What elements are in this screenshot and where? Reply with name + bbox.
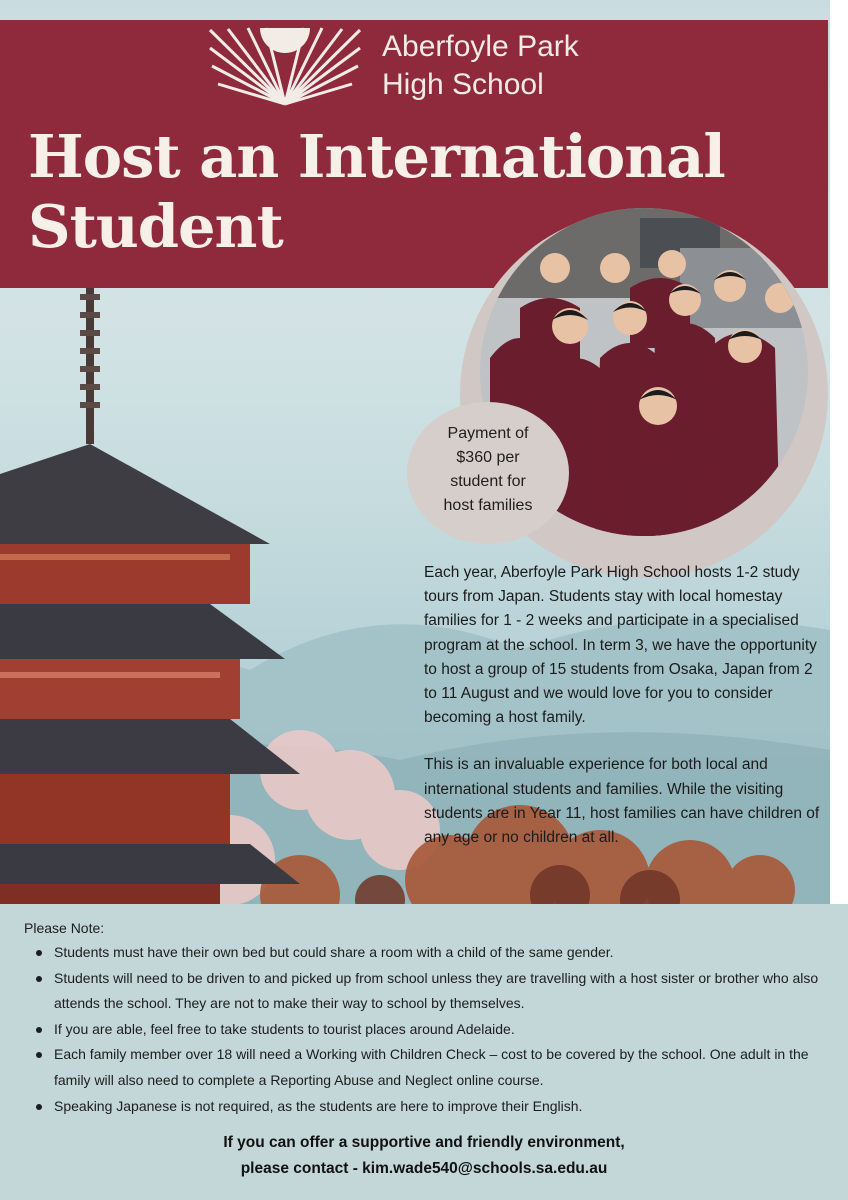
list-item: If you are able, feel free to take students to tourist places around Adelaide. [28, 1017, 834, 1043]
list-item: Speaking Japanese is not required, as the students are here to improve their English. [28, 1094, 834, 1120]
description-paragraph-1: Each year, Aberfoyle Park High School hosts 1-2 study tours from Japan. Students stay with local homestay families for 1 - 2 weeks and participate in a specialised program at the school. In term 3, we have the opportunity to host a group of 15 students from Osaka, Japan from 2 to 11 August and we would love for you to consider becoming a host family. [424, 564, 817, 727]
contact-email-line[interactable]: please contact - kim.wade540@schools.sa.edu.au [240, 1160, 608, 1177]
payment-line-4: host families [443, 497, 533, 514]
list-item: Students will need to be driven to and picked up from school unless they are travelling with a host sister or brother who also attends the school. They are not to make their way to school by themselves. [28, 966, 834, 1017]
page-title-line-2: Student [28, 192, 283, 261]
school-name [382, 28, 579, 104]
description [424, 561, 824, 850]
school-name-line-2: High School [382, 68, 544, 101]
notes-list [28, 940, 834, 1119]
notes-section [0, 904, 848, 1200]
contact-callout [0, 1130, 848, 1182]
page-title-line-1: Host an International [28, 122, 725, 191]
payment-line-2: $360 per [456, 449, 520, 466]
list-item: Students must have their own bed but could share a room with a child of the same gender. [28, 940, 834, 966]
sunburst-logo-icon [208, 26, 362, 106]
payment-line-3: student for [450, 473, 526, 490]
school-name-line-1: Aberfoyle Park [382, 30, 579, 63]
contact-line-1: If you can offer a supportive and friendly environment, [223, 1134, 625, 1151]
list-item: Each family member over 18 will need a Working with Children Check – cost to be covered by the school. One adult in the family will also need to complete a Reporting Abuse and Neglect online course. [28, 1042, 834, 1093]
notes-title: Please Note: [24, 920, 105, 936]
pagoda-illustration [0, 254, 320, 904]
description-paragraph-2: This is an invaluable experience for both local and international students and families. While the visiting students are in Year 11, host families can have children of any age or no children at all. [424, 756, 820, 847]
payment-text [407, 422, 569, 518]
payment-line-1: Payment of [447, 425, 529, 442]
